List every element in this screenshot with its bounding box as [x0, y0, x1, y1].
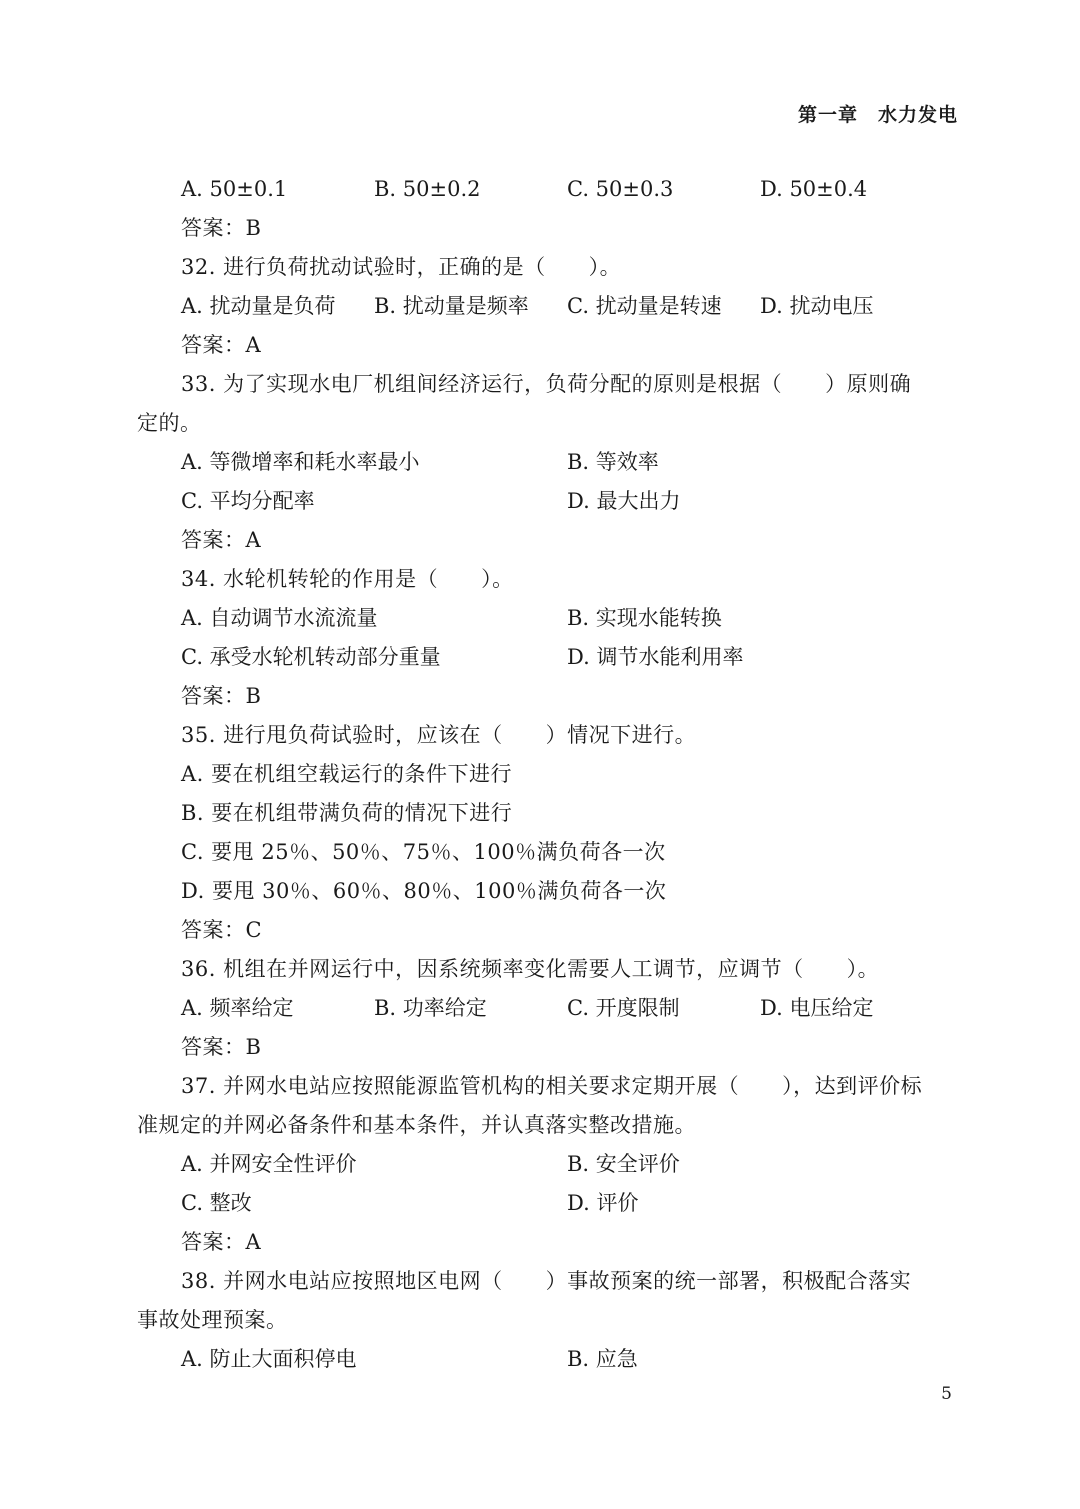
q32-answer: 答案：A [181, 333, 262, 357]
q37-option-d: D. 评价 [567, 1191, 639, 1215]
q34-option-a: A. 自动调节水流流量 [181, 606, 378, 630]
q35-answer: 答案：C [181, 918, 263, 942]
q31-options [137, 170, 959, 209]
q35-stem: 35. 进行甩负荷试验时，应该在（ ）情况下进行。 [181, 723, 697, 747]
q34-option-c: C. 承受水轮机转动部分重量 [181, 645, 441, 669]
q34-option-d: D. 调节水能利用率 [567, 645, 744, 669]
q35-option-b: B. 要在机组带满负荷的情况下进行 [181, 801, 513, 825]
q38-stem-line2: 事故处理预案。 [137, 1308, 288, 1332]
q33-options-row2 [137, 482, 959, 521]
q36-option-b: B. 功率给定 [374, 996, 487, 1020]
q33-option-b: B. 等效率 [567, 450, 659, 474]
question-list [137, 170, 959, 1379]
q31-answer: 答案：B [181, 216, 262, 240]
q35-option-d: D. 要甩 30％、60％、80％、100％满负荷各一次 [181, 879, 667, 903]
q32-option-a: A. 扰动量是负荷 [181, 294, 336, 318]
q36-option-d: D. 电压给定 [760, 996, 874, 1020]
q33-stem-line2: 定的。 [137, 411, 202, 435]
q32-option-c: C. 扰动量是转速 [567, 294, 722, 318]
q33-options-row1 [137, 443, 959, 482]
q34-stem: 34. 水轮机转轮的作用是（ ）。 [181, 567, 514, 591]
q36-options [137, 989, 959, 1028]
q36-stem: 36. 机组在并网运行中，因系统频率变化需要人工调节，应调节（ ）。 [181, 957, 880, 981]
q34-options-row2 [137, 638, 959, 677]
q31-option-a: A. 50±0.1 [181, 177, 288, 201]
q33-stem-line1: 33. 为了实现水电厂机组间经济运行，负荷分配的原则是根据（ ）原则确 [181, 372, 912, 396]
q37-option-a: A. 并网安全性评价 [181, 1152, 357, 1176]
q37-option-b: B. 安全评价 [567, 1152, 680, 1176]
q33-answer: 答案：A [181, 528, 262, 552]
q34-option-b: B. 实现水能转换 [567, 606, 722, 630]
q35-option-c: C. 要甩 25％、50％、75％、100％满负荷各一次 [181, 840, 666, 864]
q37-answer: 答案：A [181, 1230, 262, 1254]
q38-stem-line1: 38. 并网水电站应按照地区电网（ ）事故预案的统一部署，积极配合落实 [181, 1269, 912, 1293]
q32-options [137, 287, 959, 326]
q37-option-c: C. 整改 [181, 1191, 252, 1215]
q37-stem-line1: 37. 并网水电站应按照能源监管机构的相关要求定期开展（ ），达到评价标 [181, 1074, 923, 1098]
q37-options-row2 [137, 1184, 959, 1223]
page-number: 5 [941, 1384, 952, 1404]
q32-option-d: D. 扰动电压 [760, 294, 874, 318]
q38-option-b: B. 应急 [567, 1347, 638, 1371]
q38-option-a: A. 防止大面积停电 [181, 1347, 357, 1371]
q35-option-a: A. 要在机组空载运行的条件下进行 [181, 762, 513, 786]
q34-answer: 答案：B [181, 684, 262, 708]
q36-option-c: C. 开度限制 [567, 996, 680, 1020]
chapter-header: 第一章 水力发电 [797, 104, 958, 126]
q36-option-a: A. 频率给定 [181, 996, 294, 1020]
q32-option-b: B. 扰动量是频率 [374, 294, 529, 318]
q31-option-c: C. 50±0.3 [567, 177, 674, 201]
q37-options-row1 [137, 1145, 959, 1184]
q33-option-d: D. 最大出力 [567, 489, 681, 513]
q37-stem-line2: 准规定的并网必备条件和基本条件，并认真落实整改措施。 [137, 1113, 696, 1137]
q33-option-a: A. 等微增率和耗水率最小 [181, 450, 420, 474]
q34-options-row1 [137, 599, 959, 638]
q33-option-c: C. 平均分配率 [181, 489, 315, 513]
q31-option-d: D. 50±0.4 [760, 177, 868, 201]
q36-answer: 答案：B [181, 1035, 262, 1059]
q31-option-b: B. 50±0.2 [374, 177, 481, 201]
q32-stem: 32. 进行负荷扰动试验时，正确的是（ ）。 [181, 255, 622, 279]
q38-options-row1 [137, 1340, 959, 1379]
